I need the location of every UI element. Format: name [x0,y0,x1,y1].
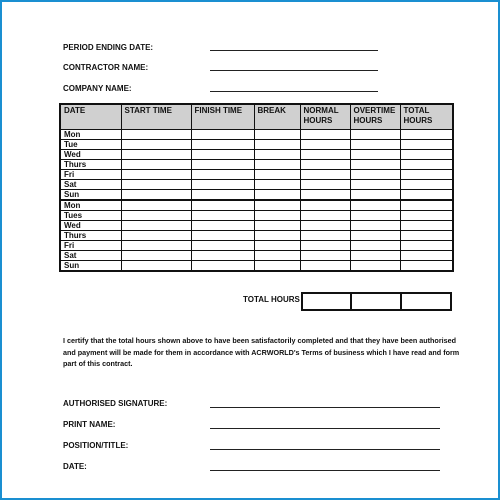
entry-cell[interactable] [400,170,453,180]
entry-cell[interactable] [121,200,191,211]
entry-cell[interactable] [300,200,350,211]
entry-cell[interactable] [400,251,453,261]
entry-cell[interactable] [254,130,300,140]
entry-cell[interactable] [254,170,300,180]
entry-cell[interactable] [254,200,300,211]
day-cell: Sat [60,180,121,190]
entry-cell[interactable] [254,241,300,251]
table-row [60,241,453,251]
day-cell: Fri [60,170,121,180]
table-row [60,130,453,140]
column-header: FINISH TIME [191,104,254,130]
table-row [60,251,453,261]
authorised-signature-label: AUTHORISED SIGNATURE: [63,399,168,408]
entry-cell[interactable] [121,211,191,221]
date-line[interactable] [210,470,440,471]
table-row [60,170,453,180]
entry-cell[interactable] [191,190,254,201]
entry-cell[interactable] [400,130,453,140]
entry-cell[interactable] [350,150,400,160]
entry-cell[interactable] [300,170,350,180]
day-cell: Thurs [60,231,121,241]
entry-cell[interactable] [191,221,254,231]
entry-cell[interactable] [350,160,400,170]
entry-cell[interactable] [350,261,400,272]
entry-cell[interactable] [300,211,350,221]
table-row [60,261,453,272]
table-row [60,190,453,201]
day-cell: Sun [60,190,121,201]
entry-cell[interactable] [400,180,453,190]
entry-cell[interactable] [121,140,191,150]
timesheet-body [60,130,453,272]
table-row [60,150,453,160]
day-cell: Mon [60,130,121,140]
day-cell: Wed [60,150,121,160]
entry-cell[interactable] [191,211,254,221]
table-row [60,160,453,170]
entry-cell[interactable] [300,190,350,201]
timesheet-table [59,103,454,272]
entry-cell[interactable] [350,180,400,190]
column-header: NORMAL HOURS [300,104,350,130]
entry-cell[interactable] [300,140,350,150]
entry-cell[interactable] [300,261,350,272]
entry-cell[interactable] [300,160,350,170]
entry-cell[interactable] [191,160,254,170]
entry-cell[interactable] [191,200,254,211]
entry-cell[interactable] [254,160,300,170]
day-cell: Sat [60,251,121,261]
period-ending-date-line[interactable] [210,50,378,51]
entry-cell[interactable] [254,231,300,241]
entry-cell[interactable] [350,190,400,201]
day-cell: Sun [60,261,121,272]
entry-cell[interactable] [121,150,191,160]
entry-cell[interactable] [350,200,400,211]
day-cell: Tue [60,140,121,150]
entry-cell[interactable] [191,170,254,180]
entry-cell[interactable] [400,241,453,251]
entry-cell[interactable] [300,180,350,190]
entry-cell[interactable] [300,221,350,231]
column-header: DATE [60,104,121,130]
entry-cell[interactable] [254,251,300,261]
entry-cell[interactable] [254,140,300,150]
contractor-name-label: CONTRACTOR NAME: [63,63,149,72]
entry-cell[interactable] [191,261,254,272]
entry-cell[interactable] [191,180,254,190]
column-header: START TIME [121,104,191,130]
column-header: OVERTIME HOURS [350,104,400,130]
total-hours-label: TOTAL HOURS [243,295,300,304]
table-row [60,211,453,221]
total-total-hours-box[interactable] [400,292,452,311]
table-row [60,231,453,241]
entry-cell[interactable] [350,211,400,221]
entry-cell[interactable] [254,150,300,160]
column-header: TOTAL HOURS [400,104,453,130]
entry-cell[interactable] [350,221,400,231]
entry-cell[interactable] [300,150,350,160]
entry-cell[interactable] [121,231,191,241]
entry-cell[interactable] [254,221,300,231]
table-row [60,221,453,231]
period-ending-date-label: PERIOD ENDING DATE: [63,43,154,52]
entry-cell[interactable] [350,231,400,241]
entry-cell[interactable] [400,160,453,170]
entry-cell[interactable] [121,190,191,201]
total-overtime-hours-box[interactable] [350,292,402,311]
entry-cell[interactable] [121,261,191,272]
day-cell: Thurs [60,160,121,170]
entry-cell[interactable] [350,140,400,150]
entry-cell[interactable] [121,241,191,251]
table-row [60,140,453,150]
print-name-line[interactable] [210,428,440,429]
print-name-label: PRINT NAME: [63,420,116,429]
entry-cell[interactable] [121,251,191,261]
entry-cell[interactable] [191,140,254,150]
entry-cell[interactable] [121,170,191,180]
company-name-line[interactable] [210,91,378,92]
entry-cell[interactable] [254,211,300,221]
contractor-name-line[interactable] [210,70,378,71]
day-cell: Wed [60,221,121,231]
entry-cell[interactable] [191,251,254,261]
entry-cell[interactable] [400,221,453,231]
entry-cell[interactable] [254,261,300,272]
total-normal-hours-box[interactable] [301,292,352,311]
entry-cell[interactable] [400,211,453,221]
date-label: DATE: [63,462,87,471]
entry-cell[interactable] [400,150,453,160]
entry-cell[interactable] [300,251,350,261]
entry-cell[interactable] [191,241,254,251]
day-cell: Fri [60,241,121,251]
entry-cell[interactable] [400,231,453,241]
certification-text: I certify that the total hours shown above to have been satisfactorily completed and that they have been authorised and payment will be made for them in accordance with ACRWORLD's Terms of business which I have read and form part of this contract. [63,336,460,368]
entry-cell[interactable] [191,130,254,140]
entry-cell[interactable] [300,231,350,241]
entry-cell[interactable] [191,150,254,160]
entry-cell[interactable] [121,160,191,170]
entry-cell[interactable] [121,180,191,190]
day-cell: Tues [60,211,121,221]
table-row [60,180,453,190]
entry-cell[interactable] [350,170,400,180]
entry-cell[interactable] [350,241,400,251]
entry-cell[interactable] [400,140,453,150]
entry-cell[interactable] [400,261,453,272]
position-title-line[interactable] [210,449,440,450]
entry-cell[interactable] [350,251,400,261]
table-header-row [60,104,453,130]
entry-cell[interactable] [121,130,191,140]
entry-cell[interactable] [400,190,453,201]
day-cell: Mon [60,200,121,211]
authorised-signature-line[interactable] [210,407,440,408]
column-header: BREAK [254,104,300,130]
entry-cell[interactable] [400,200,453,211]
entry-cell[interactable] [191,231,254,241]
entry-cell[interactable] [350,130,400,140]
entry-cell[interactable] [300,130,350,140]
entry-cell[interactable] [254,190,300,201]
position-title-label: POSITION/TITLE: [63,441,129,450]
table-row [60,200,453,211]
entry-cell[interactable] [300,241,350,251]
entry-cell[interactable] [254,180,300,190]
entry-cell[interactable] [121,221,191,231]
company-name-label: COMPANY NAME: [63,84,132,93]
